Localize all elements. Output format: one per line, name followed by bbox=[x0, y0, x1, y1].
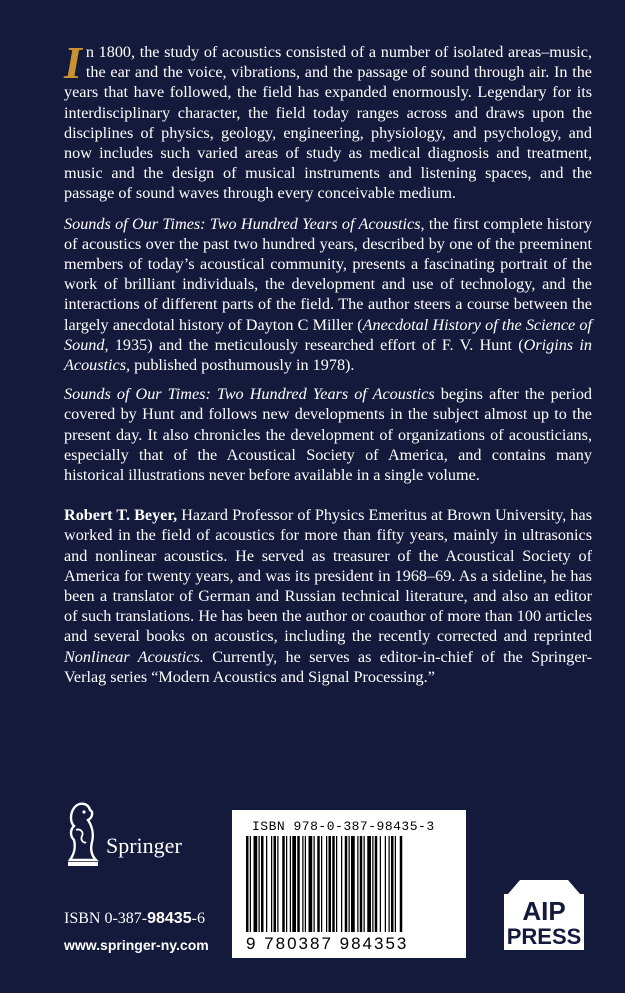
barcode-bar bbox=[271, 836, 272, 932]
barcode-bar bbox=[290, 836, 291, 932]
author-name: Robert T. Beyer, bbox=[64, 506, 178, 525]
description-text-c: published posthumously in 1978). bbox=[130, 356, 355, 375]
barcode-bar bbox=[286, 836, 287, 932]
barcode-bar bbox=[317, 836, 320, 932]
barcode-bar bbox=[385, 836, 386, 932]
barcode-bar bbox=[391, 836, 394, 932]
intro-text: n 1800, the study of acoustics consisted of a number of isolated areas–music, the ear and the voice, vibrations, and the passage of sound through air. In the years that have followed, the field has expanded enormously. Legendary for its interdisciplinary character, the field today ranges across and draws upon the disciplines of physics, geology, engineering, physiology, and psychology, and now includes such varied areas of study as medical diagnosis and treatment, music and the design of musical instruments and listening spaces, and the passage of sound waves through every conceivable medium. bbox=[64, 43, 592, 203]
nonlinear-book-title: Nonlinear Acoustics. bbox=[64, 647, 204, 666]
book-title-repeat: Sounds of Our Times: Two Hundred Years of Acoustics bbox=[64, 385, 435, 404]
barcode-bars bbox=[244, 836, 456, 932]
isbn-suffix: -6 bbox=[191, 910, 205, 927]
barcode-bar bbox=[309, 836, 313, 932]
springer-chess-knight-logo bbox=[62, 800, 102, 870]
barcode-bar bbox=[261, 836, 264, 932]
aip-press-logo bbox=[498, 876, 590, 956]
barcode-bar bbox=[292, 836, 296, 932]
barcode-bar bbox=[364, 836, 365, 932]
intro-paragraph bbox=[64, 37, 592, 204]
isbn-prefix: ISBN 0-387- bbox=[64, 910, 148, 927]
back-cover-text bbox=[64, 37, 593, 696]
barcode-bar bbox=[360, 836, 363, 932]
barcode-bar bbox=[349, 836, 350, 932]
barcode-isbn-label: ISBN 978-0-387-98435-3 bbox=[252, 819, 435, 834]
barcode-bar bbox=[372, 836, 373, 932]
bio-text-a: Hazard Professor of Physics Emeritus at Brown University, has worked in the field of acoustics for more than fifty years, mainly in ultrasonics and nonlinear acoustics. He served as treasurer of the Acoustical Society of America for twenty years, and was its president in 1968–69. As a sideline, he has been a translator of German and Russian technical literature, and also an editor of such translations. He has been the author or coauthor of more than 100 articles and several books on acoustics, including the recently corrected and reprinted bbox=[64, 506, 593, 646]
isbn-bold-part: 98435 bbox=[147, 910, 192, 927]
aip-logo-line2: PRESS bbox=[506, 924, 582, 949]
barcode-bar bbox=[321, 836, 322, 932]
publisher-url: www.springer-ny.com bbox=[64, 937, 209, 953]
drop-cap: I bbox=[64, 37, 82, 88]
barcode-bar bbox=[332, 836, 335, 932]
isbn-text bbox=[64, 910, 205, 928]
barcode-bar bbox=[259, 836, 260, 932]
barcode-bar bbox=[351, 836, 355, 932]
barcode-bar bbox=[250, 836, 251, 932]
barcode-bar bbox=[305, 836, 306, 932]
barcode-bar bbox=[329, 836, 332, 932]
publisher-name: Springer bbox=[106, 833, 182, 858]
barcode-bar bbox=[274, 836, 277, 932]
description-text-b: 1935) and the meticulously researched effort of F. V. Hunt ( bbox=[108, 335, 524, 354]
miller-book-title: Anecdotal History of the Science of Sound, bbox=[64, 315, 592, 354]
barcode-bar bbox=[246, 836, 249, 932]
barcode-bar bbox=[389, 836, 390, 932]
book-description-paragraph bbox=[64, 214, 592, 376]
barcode-bar bbox=[297, 836, 300, 932]
barcode-bar bbox=[345, 836, 348, 932]
barcode-bar bbox=[400, 836, 403, 932]
barcode-bar bbox=[277, 836, 278, 932]
barcode-bar bbox=[341, 836, 342, 932]
book-title: Sounds of Our Times: Two Hundred Years of Acoustics bbox=[64, 214, 421, 233]
description-text-a: , the first complete history of acoustics over the past two hundred years, described by one of the preeminent members of today’s acoustical community, presents a fascinating portrait of the work of brilliant individuals, the development and use of technology, and the interactions of different parts of the field. The author steers a course between the largely anecdotal history of Dayton C Miller ( bbox=[64, 214, 592, 334]
author-bio-paragraph bbox=[64, 505, 592, 687]
barcode-bar bbox=[266, 836, 267, 932]
barcode-bar bbox=[367, 836, 371, 932]
barcode-bar bbox=[336, 836, 337, 932]
barcode-bar bbox=[254, 836, 258, 932]
barcode-digits: 9 780387 984353 bbox=[246, 934, 409, 953]
barcode-bar bbox=[282, 836, 285, 932]
barcode-bar bbox=[326, 836, 327, 932]
barcode-bar bbox=[375, 836, 378, 932]
scope-paragraph bbox=[64, 384, 592, 485]
barcode-bar bbox=[395, 836, 396, 932]
barcode-bar bbox=[302, 836, 303, 932]
scope-text: begins after the period covered by Hunt and follows new developments in the subject almost up to the present day. It also chronicles the development of organizations of acousticians, especially that of the Acoustical Society of America, and contains many historical illustrations never before available in a single volume. bbox=[64, 385, 593, 485]
barcode-bar bbox=[314, 836, 315, 932]
bio-text-b: Currently, he serves as editor-in-chief of the Springer-Verlag series “Modern Acoustics and Signal Processing.” bbox=[64, 647, 592, 686]
hunt-book-title: Origins in Acoustics, bbox=[64, 335, 592, 375]
barcode-bar bbox=[380, 836, 381, 932]
aip-logo-line1: AIP bbox=[522, 896, 566, 926]
barcode-bar bbox=[357, 836, 358, 932]
